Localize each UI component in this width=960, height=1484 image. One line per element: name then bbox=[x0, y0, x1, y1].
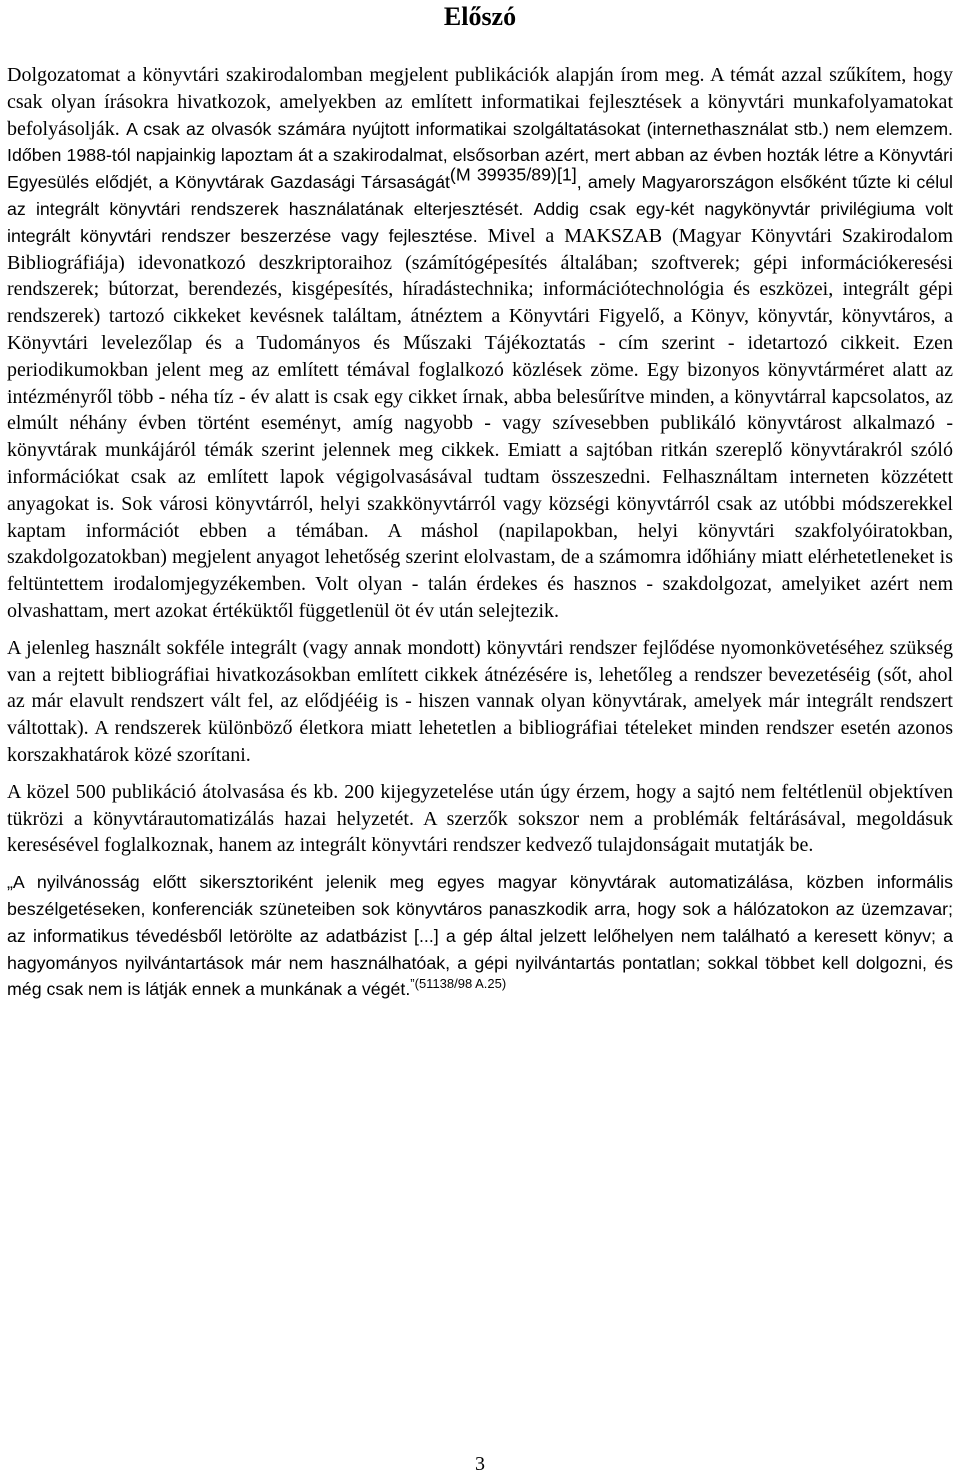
quote-citation-superscript: (51138/98 A.25) bbox=[414, 976, 507, 992]
intro-sentence-6: Mivel a MAKSZAB (Magyar Könyvtári Szakirodalom Bibliográfiája) idevonatkozó deszkriptoraihoz (számítógépesítés általában; szoftverek; gépi információkeresési rendszerek; bútorzat, berendezés, kisgépesítés, híradástechnika; információtechnológia és eszközei, integrált gépi rendszerek) tartozó cikkeket kevésnek találtam, átnéztem a Könyvtári Figyelő, a Könyv, könyvtár, könyvtáros, a Könyvtári levelezőlap és a Tudományos és Műszaki Tájékoztatás - cím szerint - idetartozó cikkeit. Ezen periodikumokban jelent meg az említett témával foglalkozó közlések zöme. Egy bizonyos könyvtárméret alatt az intézményről több - néha tíz - év alatt is csak egy cikket írnak, abba belesűrítve minden, a könyvtárral kapcsolatos, az elmúlt néhány évben történt eseményt, amíg nagyobb - vagy szívesebben publikáló könyvtárost alkalmazó - könyvtárak munkájáról témák szerint jelennek meg cikkek. Emiatt a sajtóban ritkán szereplő könyvtárakról szóló információkat csak az említett lapok végigolvasásával tudtam összeszedni. Felhasználtam interneten közzétett anyagokat is. Sok városi könyvtárról, helyi szakkönyvtárról vagy községi könyvtárról csak az utóbbi módszerekkel kaptam információt ebben a témában. A máshol (napilapokban, helyi könyvtári szakfolyóiratokban, szakdolgozatokban) megjelent anyagot lehetőség szerint elolvastam, de a számomra időhiány miatt elérhetetleneket is feltüntettem irodalomjegyzékemben. Volt olyan - talán érdekes és hasznos - szakdolgozat, amelyiket azért nem olvashattam, mert azokat értéküktől függetlenül öt év után selejtezik. bbox=[7, 224, 954, 622]
citation-superscript: (M 39935/89)[1] bbox=[449, 164, 577, 185]
intro-sentence-2: A témát azzal szűkítem, hogy csak olyan írásokra hivatkozok, amelyekben az említett informatikai fejlesztések a könyvtári munkafolyamatokat befolyásolják. bbox=[7, 64, 953, 140]
paragraph-quote bbox=[7, 869, 953, 1003]
quote-closing-mark: ” bbox=[410, 976, 415, 992]
intro-sentence-3: A csak az olvasók számára nyújtott informatikai szolgáltatásokat (internethasználat stb.) nem elemzem. bbox=[126, 118, 954, 139]
intro-sentence-4a: Időben 1988-tól napjainkig lapoztam át a szakirodalmat, elsősorban azért, mert abban az évben hozták létre a Könyvtári Egyesülés elődjét, a Könyvtárak Gazdasági Társaságát bbox=[7, 145, 953, 193]
quote-text: „A nyilvánosság előtt sikersztoriként jelenik meg egyes magyar könyvtárak automatizálása, közben informális beszélgetéseken, konferenciák szüneteiben sok könyvtáros panaszkodik arra, hogy sok a hálózatokon az üzemzavar; az informatikus tévedésből letörölte az adatbázist [...] a gép által jelzett lelőhelyen nem található a keresett könyv; a hagyományos nyilvántartások már nem használhatóak, a gépi nyilvántartás pontatlan; sokkal többet kell dolgozni, és még csak nem is látják ennek a munkának a végét. bbox=[7, 872, 953, 1000]
paragraph-2: A jelenleg használt sokféle integrált (vagy annak mondott) könyvtári rendszer fejlődése nyomonkövetéséhez szükség van a rejtett bibliográfiai hivatkozásokban említett cikkek átnézésére is, lehetőleg a rendszer bevezetéséig (sőt, ahol az már elavult rendszert vált fel, az elődjééig is - hiszen vannak olyan könyvtárak, amelyek már integrált rendszert váltottak). A rendszerek különböző életkora miatt lehetetlen a bibliográfiai tételeket minden rendszer esetén azonos korszakhatárok közé szorítani. bbox=[7, 636, 953, 766]
intro-sentence-1: Dolgozatomat a könyvtári szakirodalomban megjelent publikációk alapján írom meg. bbox=[7, 64, 705, 86]
document-body bbox=[7, 62, 953, 1013]
paragraph-3: A közel 500 publikáció átolvasása és kb. 200 kijegyzetelése után úgy érzem, hogy a sajtó nem feltétlenül objektíven tükrözi a könyvtárautomatizálás hazai helyzetét. A szerzők sokszor nem a problémák feltárásával, megoldásuk keresésével foglalkoznak, hanem az integrált könyvtári rendszer kedvező tulajdonságait mutatják be. bbox=[7, 780, 953, 857]
intro-sentence-5: Addig csak egy-két nagykönyvtár privilégiuma volt integrált könyvtári rendszer beszerzése vagy fejlesztése. bbox=[7, 198, 953, 246]
intro-sentence-4b: , amely Magyarországon elsőként tűzte ki célul az integrált könyvtári rendszerek használatának elterjesztését. bbox=[7, 172, 954, 219]
page-number: 3 bbox=[475, 1453, 485, 1475]
paragraph-intro bbox=[7, 62, 953, 625]
page-title: Előszó bbox=[443, 2, 517, 31]
